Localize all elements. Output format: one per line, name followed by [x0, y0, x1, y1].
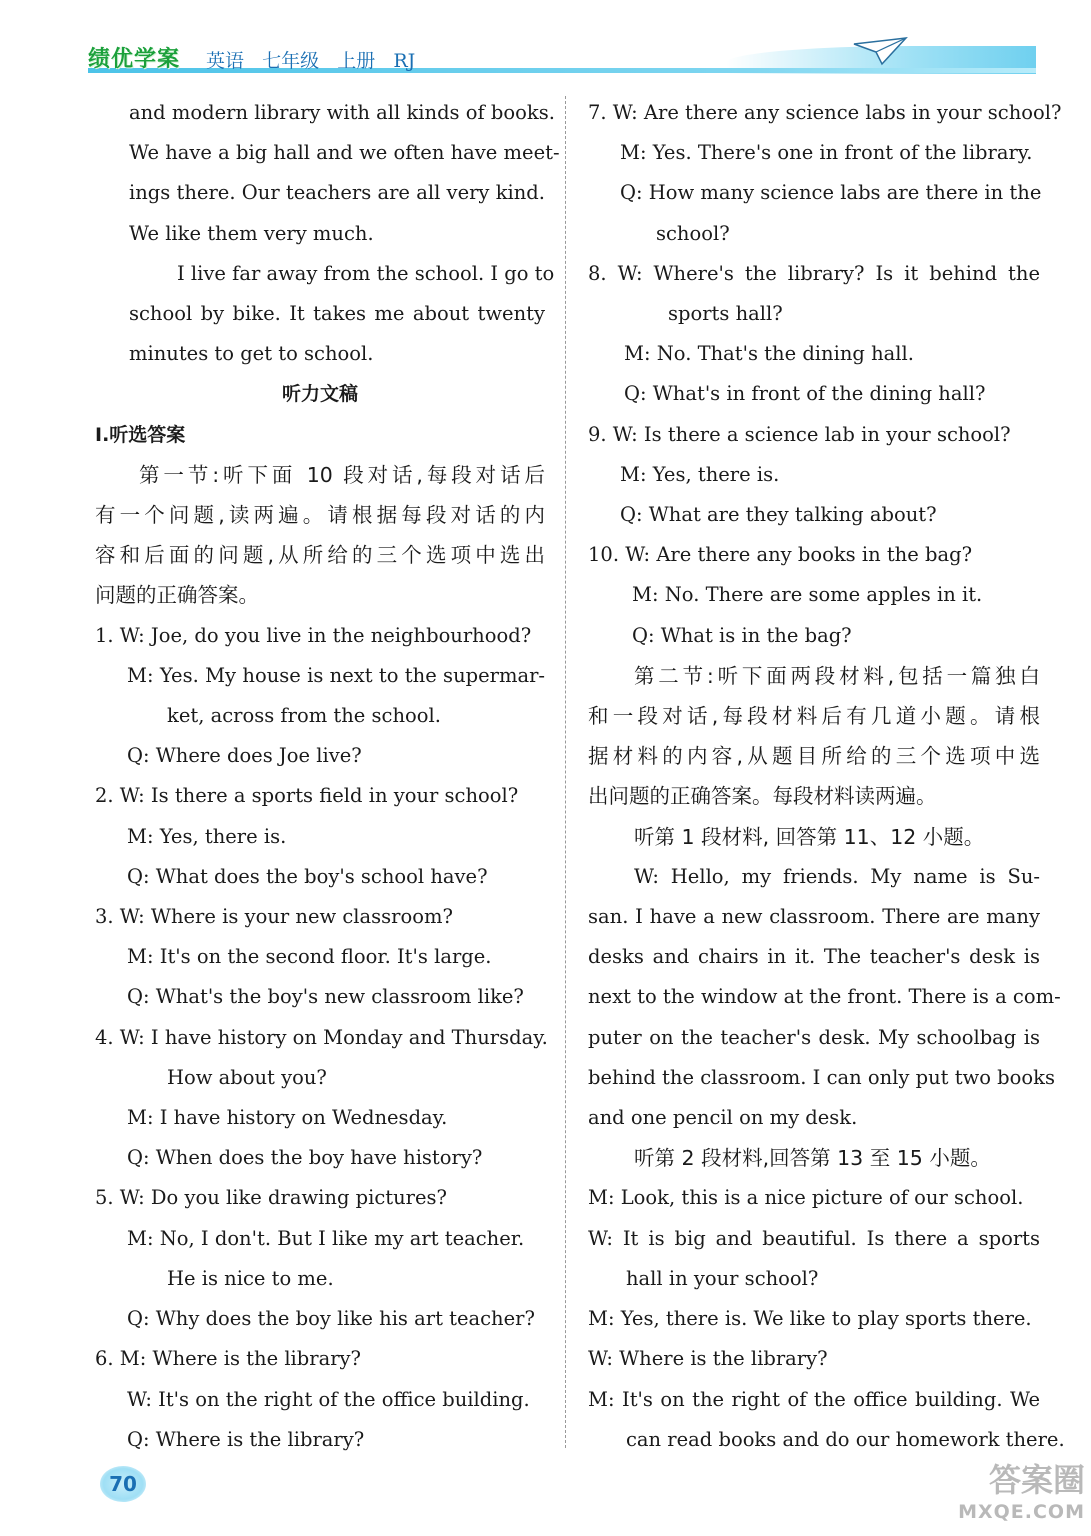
text-line: 9. W: Is there a science lab in your school?	[588, 422, 1011, 446]
text-line: M: Look, this is a nice picture of our school.	[588, 1186, 1024, 1210]
left-column	[95, 93, 560, 1460]
text-line: Q: Where does Joe live?	[127, 744, 362, 768]
text-line: W: Where is the library?	[588, 1347, 828, 1371]
text-line: hall in your school?	[626, 1266, 819, 1290]
text-line: Q: How many science labs are there in the	[620, 181, 1042, 205]
text-line: 4. W: I have history on Monday and Thursday.	[95, 1025, 548, 1049]
text-line: Q: What are they talking about?	[620, 503, 937, 527]
text-line: Q: What is in the bag?	[632, 623, 852, 647]
text-line: and modern library with all kinds of books.	[129, 101, 555, 124]
text-line: 据材料的内容,从题目所给的三个选项中选	[588, 744, 1040, 769]
text-line: next to the window at the front. There is a com-	[588, 985, 1061, 1009]
text-line: 3. W: Where is your new classroom?	[95, 905, 453, 929]
text-line: 听第 2 段材料,回答第 13 至 15 小题。	[634, 1146, 991, 1171]
text-line: M: Yes, there is.	[127, 824, 287, 848]
text-line: 和一段对话,每段材料后有几道小题。请根	[588, 704, 1040, 729]
text-line: M: No, I don't. But I like my art teacher.	[127, 1226, 525, 1250]
text-line: minutes to get to school.	[129, 342, 374, 366]
book-subtitle: 英语 七年级 上册 RJ	[206, 50, 416, 72]
page-number: 70	[100, 1466, 146, 1502]
text-line: M: It's on the second floor. It's large.	[127, 945, 492, 969]
text-line: 有一个问题,读两遍。请根据每段对话的内	[95, 503, 545, 528]
text-line: 7. W: Are there any science labs in your school?	[588, 101, 1062, 124]
text-line: behind the classroom. I can only put two books	[588, 1065, 1055, 1089]
text-line: Q: Where is the library?	[127, 1427, 365, 1451]
watermark-logo-text: 答案圈	[988, 1461, 1085, 1499]
text-line: M: Yes. There's one in front of the library.	[620, 141, 1033, 165]
text-line: I live far away from the school. I go to	[177, 261, 555, 285]
text-line: desks and chairs in it. The teacher's desk is	[588, 945, 1040, 969]
text-line: sports hall?	[668, 302, 783, 326]
text-line: can read books and do our homework there.	[626, 1427, 1065, 1451]
text-line: 1. W: Joe, do you live in the neighbourhood?	[95, 623, 532, 647]
text-line: M: I have history on Wednesday.	[127, 1106, 448, 1130]
text-line: How about you?	[167, 1065, 327, 1089]
text-line: 容和后面的问题,从所给的三个选项中选出	[95, 543, 545, 568]
text-line: school by bike. It takes me about twenty	[129, 302, 545, 326]
text-line: Q: What's the boy's new classroom like?	[127, 985, 524, 1009]
text-line: 2. W: Is there a sports field in your school?	[95, 784, 519, 808]
text-line: M: Yes, there is.	[620, 462, 780, 486]
text-line: san. I have a new classroom. There are many	[588, 905, 1040, 929]
text-line: He is nice to me.	[167, 1266, 334, 1290]
text-line: W: Hello, my friends. My name is Su-	[634, 864, 1040, 888]
site-watermark	[925, 1460, 1085, 1530]
text-line: W: It is big and beautiful. Is there a sports	[588, 1226, 1040, 1250]
section-heading: 听力文稿	[281, 383, 358, 406]
text-line: M: It's on the right of the office building. We	[588, 1387, 1040, 1411]
watermark-url: MXQE.COM	[958, 1501, 1085, 1523]
paper-plane-icon	[852, 36, 908, 66]
right-column	[588, 93, 1065, 1460]
text-line: We have a big hall and we often have meet-	[129, 141, 560, 165]
text-line: ings there. Our teachers are all very kind.	[129, 181, 545, 205]
text-line: M: No. There are some apples in it.	[632, 583, 983, 607]
text-line: M: Yes, there is. We like to play sports there.	[588, 1307, 1032, 1331]
series-logo: 绩优学案	[88, 47, 181, 72]
text-line: We like them very much.	[129, 221, 374, 245]
text-line: 出问题的正确答案。每段材料读两遍。	[588, 784, 937, 809]
text-line: W: It's on the right of the office building.	[127, 1387, 530, 1411]
text-line: 10. W: Are there any books in the bag?	[588, 543, 973, 567]
section-title: Ⅰ.听选答案	[95, 423, 186, 446]
text-line: 8. W: Where's the library? Is it behind the	[588, 261, 1040, 285]
text-line: 5. W: Do you like drawing pictures?	[95, 1186, 447, 1210]
text-line: Q: Why does the boy like his art teacher?	[127, 1307, 535, 1331]
text-line: 听第 1 段材料, 回答第 11、12 小题。	[634, 824, 985, 849]
text-line: 6. M: Where is the library?	[95, 1347, 362, 1371]
column-divider	[565, 96, 566, 1448]
text-line: school?	[656, 221, 730, 245]
text-line: Q: What's in front of the dining hall?	[624, 382, 986, 406]
text-line: ket, across from the school.	[167, 704, 441, 728]
text-line: Q: When does the boy have history?	[127, 1146, 483, 1170]
text-line: 第二节:听下面两段材料,包括一篇独白	[634, 663, 1040, 688]
page-header	[88, 36, 1036, 78]
text-line: M: No. That's the dining hall.	[624, 342, 914, 366]
text-line: puter on the teacher's desk. My schoolbag is	[588, 1025, 1040, 1049]
text-line: Q: What does the boy's school have?	[127, 864, 488, 888]
text-line: 第一节:听下面 10 段对话,每段对话后	[139, 462, 545, 487]
text-line: and one pencil on my desk.	[588, 1106, 858, 1130]
text-line: 问题的正确答案。	[95, 583, 259, 608]
text-line: M: Yes. My house is next to the supermar-	[127, 663, 545, 687]
